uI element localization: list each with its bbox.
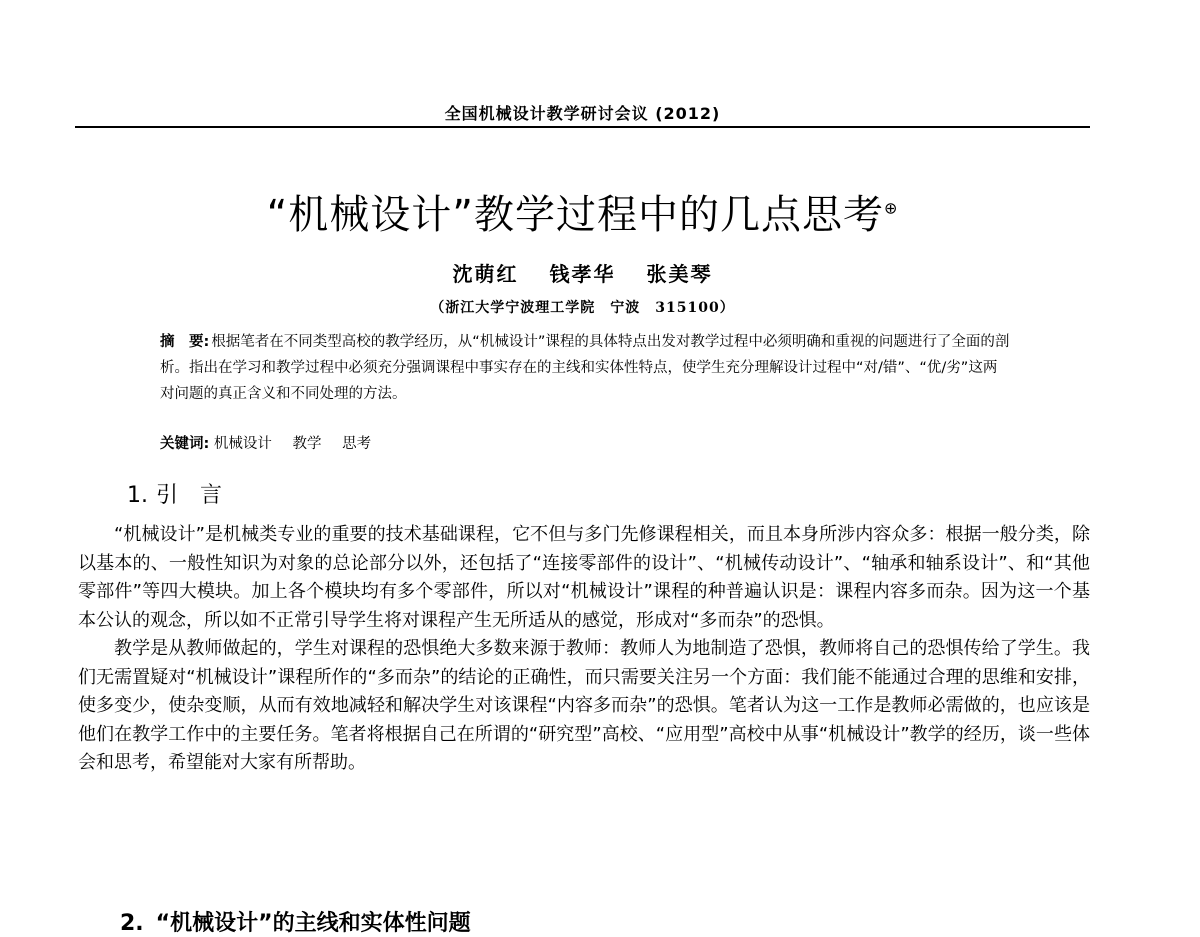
body-text bbox=[78, 521, 1090, 778]
abstract bbox=[160, 329, 1010, 407]
section-number: 2. bbox=[120, 911, 144, 936]
affiliation: （浙江大学宁波理工学院 宁波 315100） bbox=[430, 300, 735, 316]
running-head: 全国机械设计教学研讨会议 (2012) bbox=[444, 104, 721, 123]
section-heading-2 bbox=[120, 906, 471, 937]
paper-title-text: “机械设计”教学过程中的几点思考 bbox=[266, 192, 885, 238]
keyword: 教学 bbox=[292, 436, 322, 452]
paragraph: “机械设计”是机械类专业的重要的技术基础课程，它不但与多门先修课程相关，而且本身所涉内容众多：根据一般分类，除以基本的、一般性知识为对象的总论部分以外，还包括了“连接零部件的设计”、“机械传动设计”、“轴承和轴系设计”、和“其他零部件”等四大模块。加上各个模块均有多个零部件，所以对“机械设计”课程的种普遍认识是：课程内容多而杂。因为这一个基本公认的观念，所以如不正常引导学生将对课程产生无所适从的感觉，形成对“多而杂”的恐惧。 bbox=[78, 524, 1090, 631]
keyword: 思考 bbox=[342, 436, 372, 452]
section-heading-1 bbox=[127, 478, 244, 509]
section-title: 引言 bbox=[156, 483, 245, 508]
author-name: 钱孝华 bbox=[549, 262, 616, 286]
author-list bbox=[75, 258, 1090, 287]
title-footnote-mark: ⊕ bbox=[884, 198, 899, 218]
paper-title bbox=[75, 183, 1090, 240]
keywords-label: 关键词: bbox=[160, 436, 210, 452]
author-name: 张美琴 bbox=[646, 262, 713, 286]
abstract-label: 摘 要: bbox=[160, 334, 210, 350]
author-name: 沈萌红 bbox=[452, 262, 519, 286]
keywords bbox=[160, 432, 387, 453]
header-rule bbox=[75, 126, 1090, 128]
abstract-text: 根据笔者在不同类型高校的教学经历，从“机械设计”课程的具体特点出发对教学过程中必须明确和重视的问题进行了全面的剖析。指出在学习和教学过程中必须充分强调课程中事实存在的主线和实体性特点，使学生充分理解设计过程中“对/错”、“优/劣”这两对问题的真正含义和不同处理的方法。 bbox=[160, 334, 1010, 402]
keyword: 机械设计 bbox=[213, 436, 272, 452]
section-number: 1. bbox=[127, 483, 148, 508]
paragraph: 教学是从教师做起的，学生对课程的恐惧绝大多数来源于教师：教师人为地制造了恐惧，教师将自己的恐惧传给了学生。我们无需置疑对“机械设计”课程所作的“多而杂”的结论的正确性，而只需要关注另一个方面：我们能不能通过合理的思维和安排，使多变少，使杂变顺，从而有效地减轻和解决学生对该课程“内容多而杂”的恐惧。笔者认为这一工作是教师必需做的，也应该是他们在教学工作中的主要任务。笔者将根据自己在所谓的“研究型”高校、“应用型”高校中从事“机械设计”教学的经历，谈一些体会和思考，希望能对大家有所帮助。 bbox=[78, 638, 1090, 773]
section-title: “机械设计”的主线和实体性问题 bbox=[155, 911, 471, 936]
